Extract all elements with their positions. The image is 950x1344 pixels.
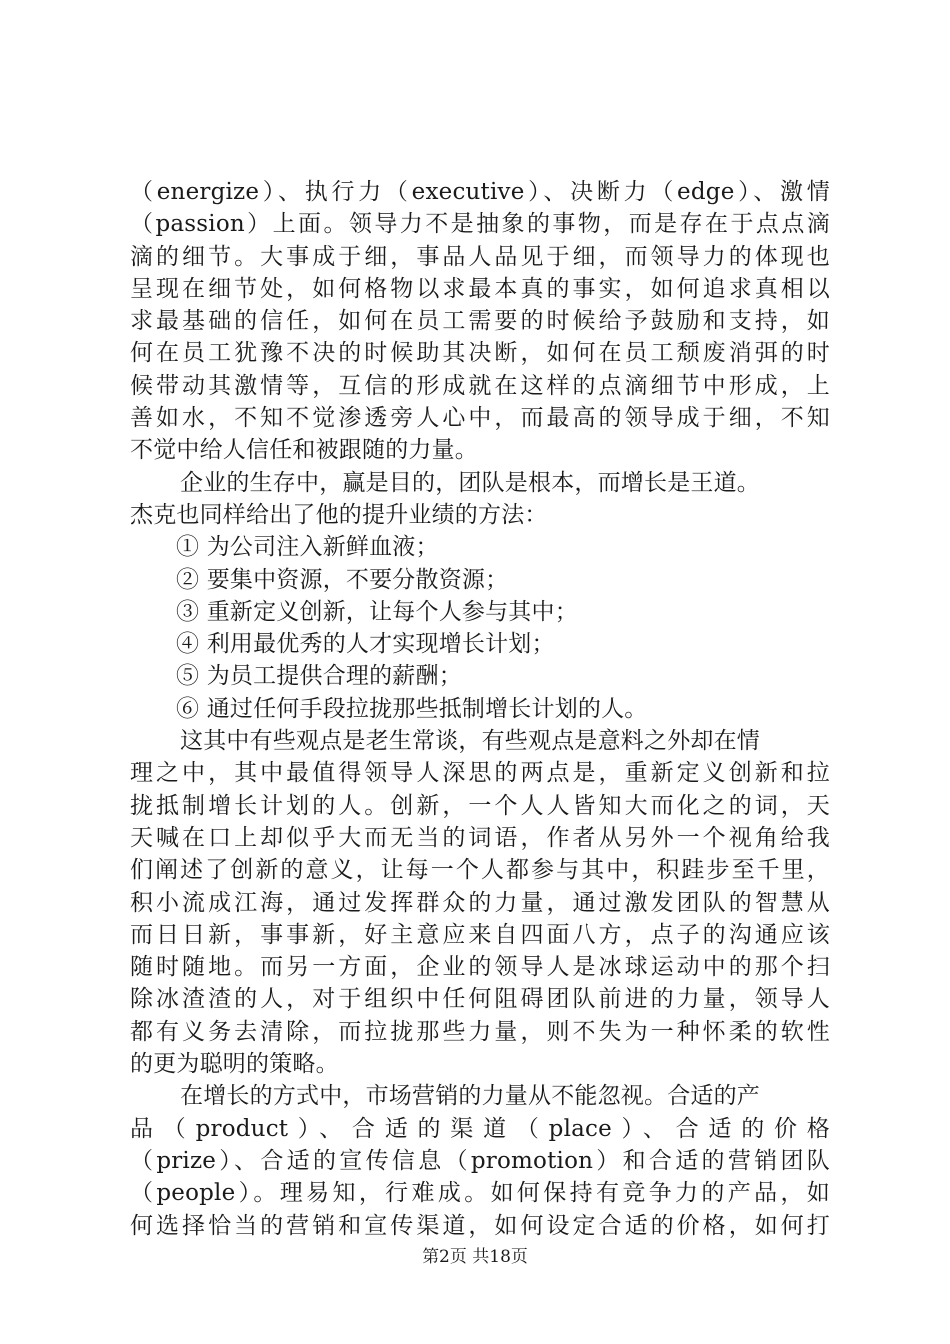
text-line: （energize）、执行力（executive）、决断力（edge）、激情 [130,179,830,205]
list-item: ④ 利用最优秀的人才实现增长计划； [176,631,555,658]
list-item: ② 要集中资源，不要分散资源； [176,566,509,593]
text-line: 都有义务去清除，而拉拢那些力量，则不失为一种怀柔的软性 [130,1018,830,1045]
list-item: ① 为公司注入新鲜血液； [176,534,439,561]
paragraph-start: 企业的生存中，赢是目的，团队是根本，而增长是王道。 [180,469,760,496]
text-line: 杰克也同样给出了他的提升业绩的方法： [130,501,548,528]
text-line: 而日日新，事事新，好主意应来自四面八方，点子的沟通应该 [130,921,830,948]
text-line: 候带动其激情等，互信的形成就在这样的点滴细节中形成，上 [130,372,830,399]
body-text [130,176,830,1242]
text-line: 品（product）、合适的渠道（place）、合适的价格 [130,1115,830,1142]
text-line: （prize）、合适的宣传信息（promotion）和合适的营销团队 [130,1147,830,1174]
text-line: 不觉中给人信任和被跟随的力量。 [130,437,478,464]
list-item: ③ 重新定义创新，让每个人参与其中； [176,598,578,625]
text-line: 呈现在细节处，如何格物以求最本真的事实，如何追求真相以 [130,275,830,302]
paragraph-start: 在增长的方式中，市场营销的力量从不能忽视。合适的产 [180,1083,760,1110]
text-line: 们阐述了创新的意义，让每一个人都参与其中，积跬步至千里， [130,857,830,884]
text-line: （passion）上面。领导力不是抽象的事物，而是存在于点点滴 [130,211,830,238]
text-line: 理之中，其中最值得领导人深思的两点是，重新定义创新和拉 [130,760,830,787]
text-line: 的更为聪明的策略。 [130,1051,339,1078]
text-line: 何选择恰当的营销和宣传渠道，如何设定合适的价格，如何打 [130,1212,830,1239]
page-number-footer: 第2页 共18页 [422,1247,528,1267]
text-line: 滴的细节。大事成于细，事品人品见于细，而领导力的体现也 [130,243,830,270]
paragraph-start: 这其中有些观点是老生常谈，有些观点是意料之外却在情 [180,728,760,755]
text-line: 积小流成江海，通过发挥群众的力量，通过激发团队的智慧从 [130,889,830,916]
list-item: ⑥ 通过任何手段拉拢那些抵制增长计划的人。 [176,695,648,722]
text-line: （people）。理易知，行难成。如何保持有竞争力的产品，如 [130,1180,830,1207]
text-line: 天喊在口上却似乎大而无当的词语，作者从另外一个视角给我 [130,824,830,851]
text-line: 除冰渣渣的人，对于组织中任何阻碍团队前进的力量，领导人 [130,986,830,1013]
text-line: 善如水，不知不觉渗透旁人心中，而最高的领导成于细，不知 [130,405,830,432]
text-line: 拢抵制增长计划的人。创新，一个人人皆知大而化之的词，天 [130,792,830,819]
text-line: 何在员工犹豫不决的时候助其决断，如何在员工颓废消弭的时 [130,340,830,367]
list-item: ⑤ 为员工提供合理的薪酬； [176,663,462,690]
text-line: 求最基础的信任，如何在员工需要的时候给予鼓励和支持，如 [130,308,830,335]
text-line: 随时随地。而另一方面，企业的领导人是冰球运动中的那个扫 [130,954,830,981]
